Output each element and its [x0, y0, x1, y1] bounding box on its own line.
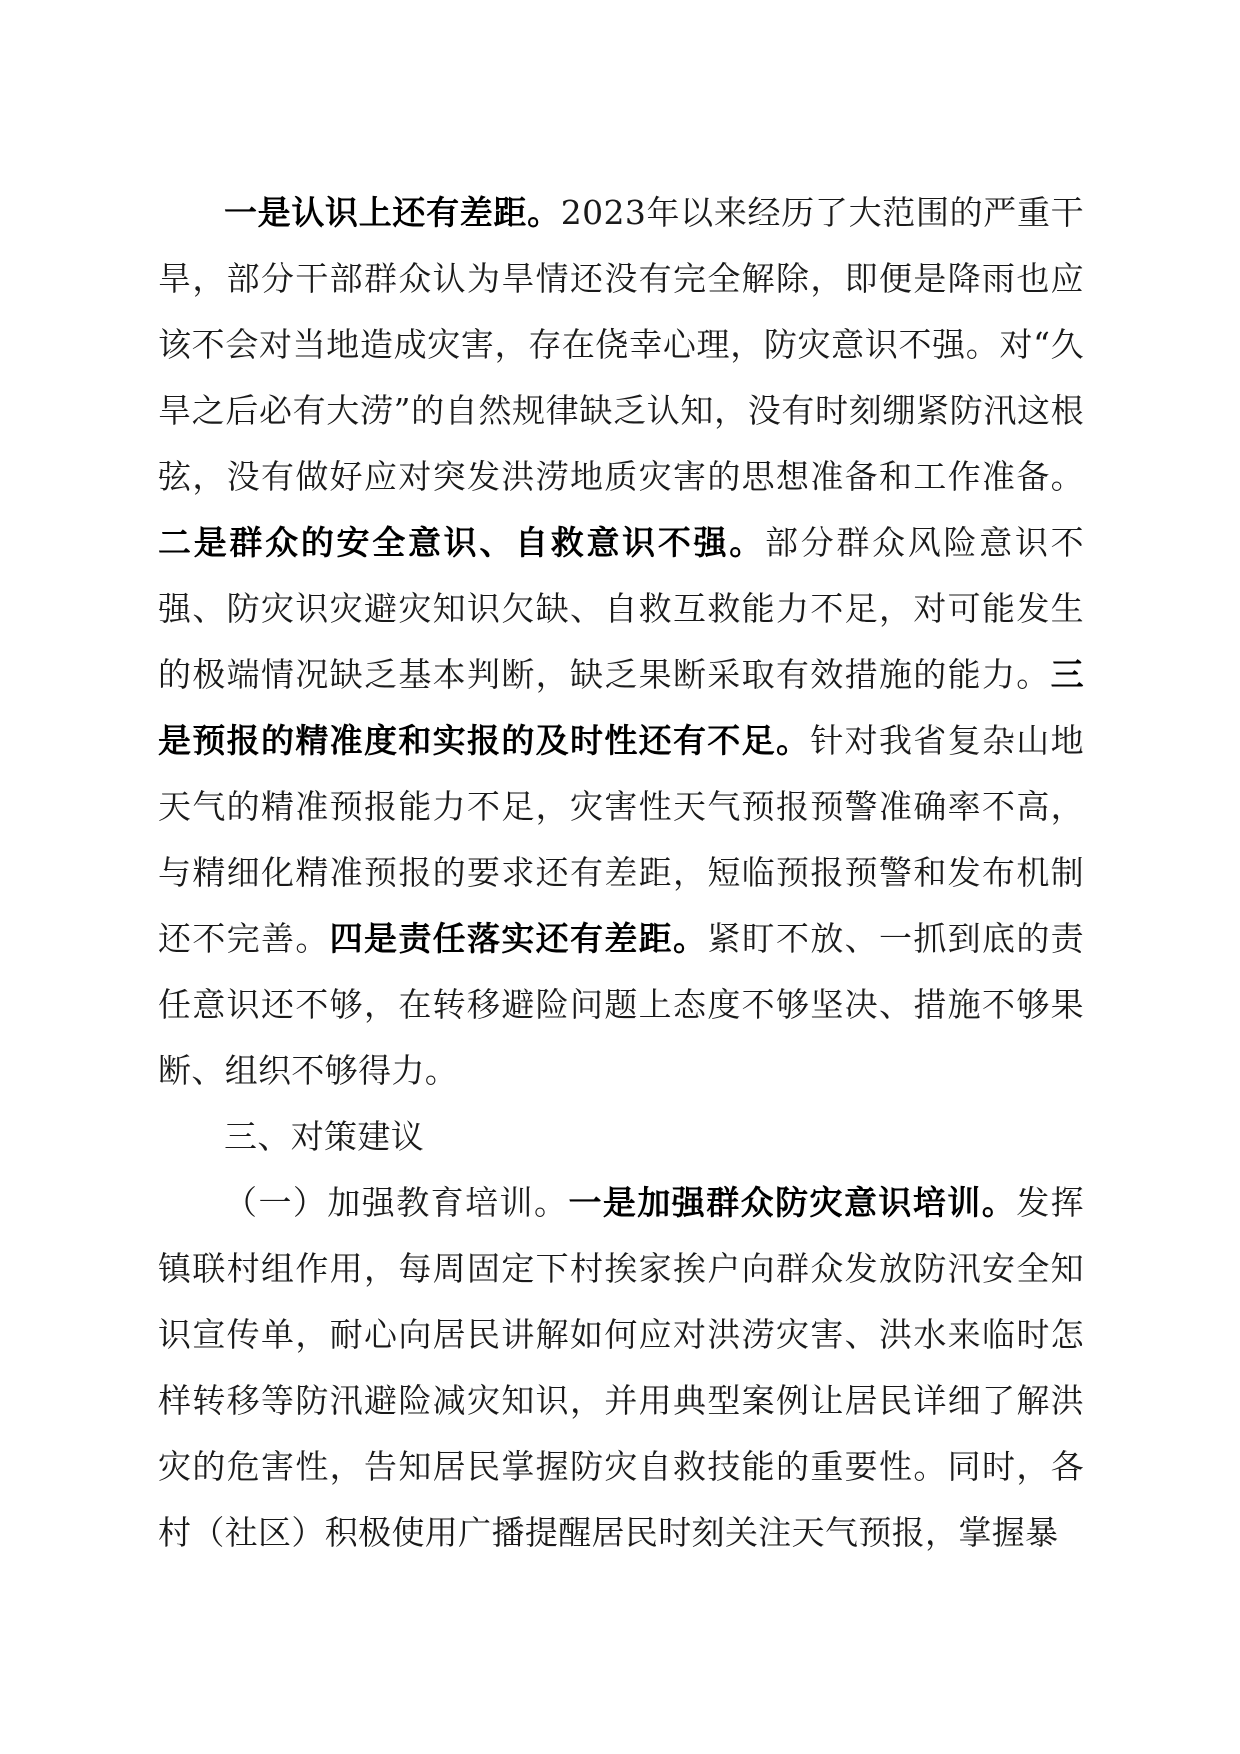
paragraph-text: 紧盯不放、一抓到底的责任意识还不够，在转移避险问题上态度不够坚决、措施不够果断、组织不够得力。 — [158, 919, 1084, 1090]
paragraph-text: 针对我省复杂山地天气的精准预报能力不足，灾害性天气预报预警准确率不高，与精细化精准预报的要求还有差距，短临预报预警和发布机制还不完善。 — [158, 721, 1084, 958]
bold-point-4: 四是责任落实还有差距。 — [329, 919, 708, 958]
bold-point-3: 三是预报的精准度和实报的及时性还有不足。 — [158, 655, 1084, 760]
paragraph-problems — [158, 180, 1084, 1104]
subsection-title: （一）加强教育培训。 — [224, 1183, 569, 1222]
paragraph-countermeasures — [158, 1170, 1084, 1566]
paragraph-text: 发挥镇联村组作用，每周固定下村挨家挨户向群众发放防汛安全知识宣传单，耐心向居民讲解如何应对洪涝灾害、洪水来临时怎样转移等防汛避险减灾知识，并用典型案例让居民详细了解洪灾的危害性，告知居民掌握防灾自救技能的重要性。同时，各村（社区）积极使用广播提醒居民时刻关注天气预报，掌握暴 — [158, 1183, 1084, 1552]
section-heading: 三、对策建议 — [224, 1117, 425, 1156]
bold-point-1: 一是认识上还有差距。 — [224, 193, 561, 232]
bold-point-2: 二是群众的安全意识、自救意识不强。 — [158, 523, 765, 562]
bold-point-1: 一是加强群众防灾意识培训。 — [568, 1183, 1017, 1222]
document-page — [158, 180, 1084, 1566]
paragraph-text: 2023年以来经历了大范围的严重干旱，部分干部群众认为旱情还没有完全解除，即便是降雨也应该不会对当地造成灾害，存在侥幸心理，防灾意识不强。对“久旱之后必有大涝”的自然规律缺乏认知，没有时刻绷紧防汛这根弦，没有做好应对突发洪涝地质灾害的思想准备和工作准备。 — [158, 193, 1085, 496]
paragraph-text: 部分群众风险意识不强、防灾识灾避灾知识欠缺、自救互救能力不足，对可能发生的极端情况缺乏基本判断，缺乏果断采取有效措施的能力。 — [158, 523, 1084, 694]
